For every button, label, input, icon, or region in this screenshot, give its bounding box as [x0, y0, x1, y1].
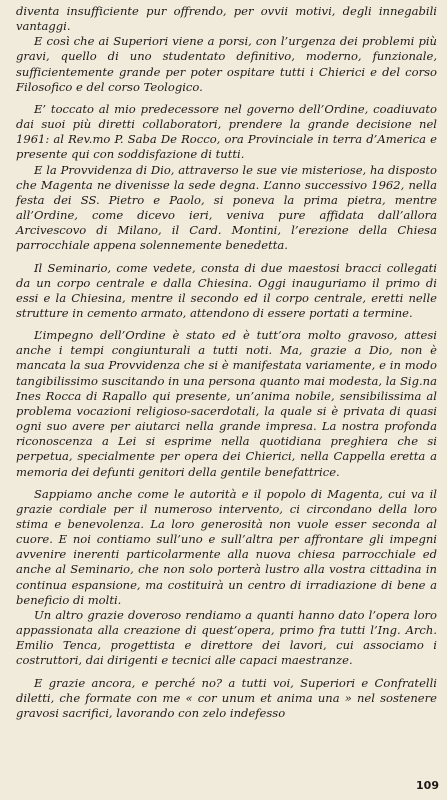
paragraph: E grazie ancora, e perché no? a tutti voi, Superiori e Confratelli diletti, che formate con me « cor unum et anima una » nel sostenere gravosi sacrifici, lavorando con zelo indefesso — [16, 675, 437, 720]
paragraph: L’impegno dell’Ordine è stato ed è tutt’ora molto gravoso, attesi anche i tempi congiunturali a tutti noti. Ma, grazie a Dio, non è mancata la sua Provvidenza che si è manifestata variamente, e in modo tangibilissimo suscitando in una persona quanto mai modesta, la Sig.na Ines Rocca di Rapallo qui presente, un’anima nobile, sensibilissima al problema vocazioni religioso-sacerdotali, la quale si è privata di quasi ogni suo avere per aiutarci nella grande impresa. La nostra profonda riconoscenza a Lei si esprime nella quotidiana preghiera che si perpetua, specialmente per opera dei Chierici, nella Cappella eretta a memoria dei defunti genitori della gentile benefattrice. — [16, 328, 437, 479]
paragraph: Sappiamo anche come le autorità e il popolo di Magenta, cui va il grazie cordiale per il numeroso intervento, ci circondano della loro stima e benevolenza. La loro generosità non vuole esser seconda al cuore. E noi contiamo sull’uno e sull’altra per affrontare gli impegni avvenire inerenti particolarmente alla nuova chiesa parrocchiale ed anche al Seminario, che non solo porterà lustro alla vostra cittadina in continua espansione, ma costituirà un centro di irradiazione di bene a beneficio di molti. — [16, 486, 437, 607]
paragraph: Un altro grazie doveroso rendiamo a quanti hanno dato l’opera loro appassionata alla creazione di quest’opera, primo fra tutti l’Ing. Arch. Emilio Tenca, progettista e direttore dei lavori, cui associamo i costruttori, dai dirigenti e tecnici alle capaci maestranze. — [16, 607, 437, 668]
paragraph-continuation: diventa insufficiente pur offrendo, per ovvii motivi, degli innegabili vantaggi. — [16, 4, 437, 34]
body-text — [16, 4, 437, 721]
paragraph: Il Seminario, come vedete, consta di due maestosi bracci collegati da un corpo centrale e dalla Chiesina. Oggi inauguriamo il primo di essi e la Chiesina, mentre il secondo ed il corpo centrale, eretti nelle strutture in cemento armato, attendono di essere portati a termine. — [16, 260, 437, 320]
paragraph: E così che ai Superiori viene a porsi, con l’urgenza dei problemi più gravi, quello di uno studentato definitivo, moderno, funzionale, sufficientemente grande per poter ospitare tutti i Chierici e del corso Filosofico e del corso Teologico. — [16, 34, 437, 94]
paragraph: E la Provvidenza di Dio, attraverso le sue vie misteriose, ha disposto che Magenta ne divenisse la sede degna. L’anno successivo 1962, nella festa dei SS. Pietro e Paolo, si poneva la prima pietra, mentre all’Ordine, come dicevo ieri, veniva pure affidata dall’allora Arcivescovo di Milano, il Card. Montini, l’erezione della Chiesa parrocchiale appena solennemente benedetta. — [16, 162, 437, 253]
paragraph: E’ toccato al mio predecessore nel governo dell’Ordine, coadiuvato dai suoi più diretti collaboratori, prendere la grande decisione nel 1961: al Rev.mo P. Saba De Rocco, ora Provinciale in terra d’America e presente qui con soddisfazione di tutti. — [16, 101, 437, 162]
page-number: 109 — [416, 779, 439, 792]
